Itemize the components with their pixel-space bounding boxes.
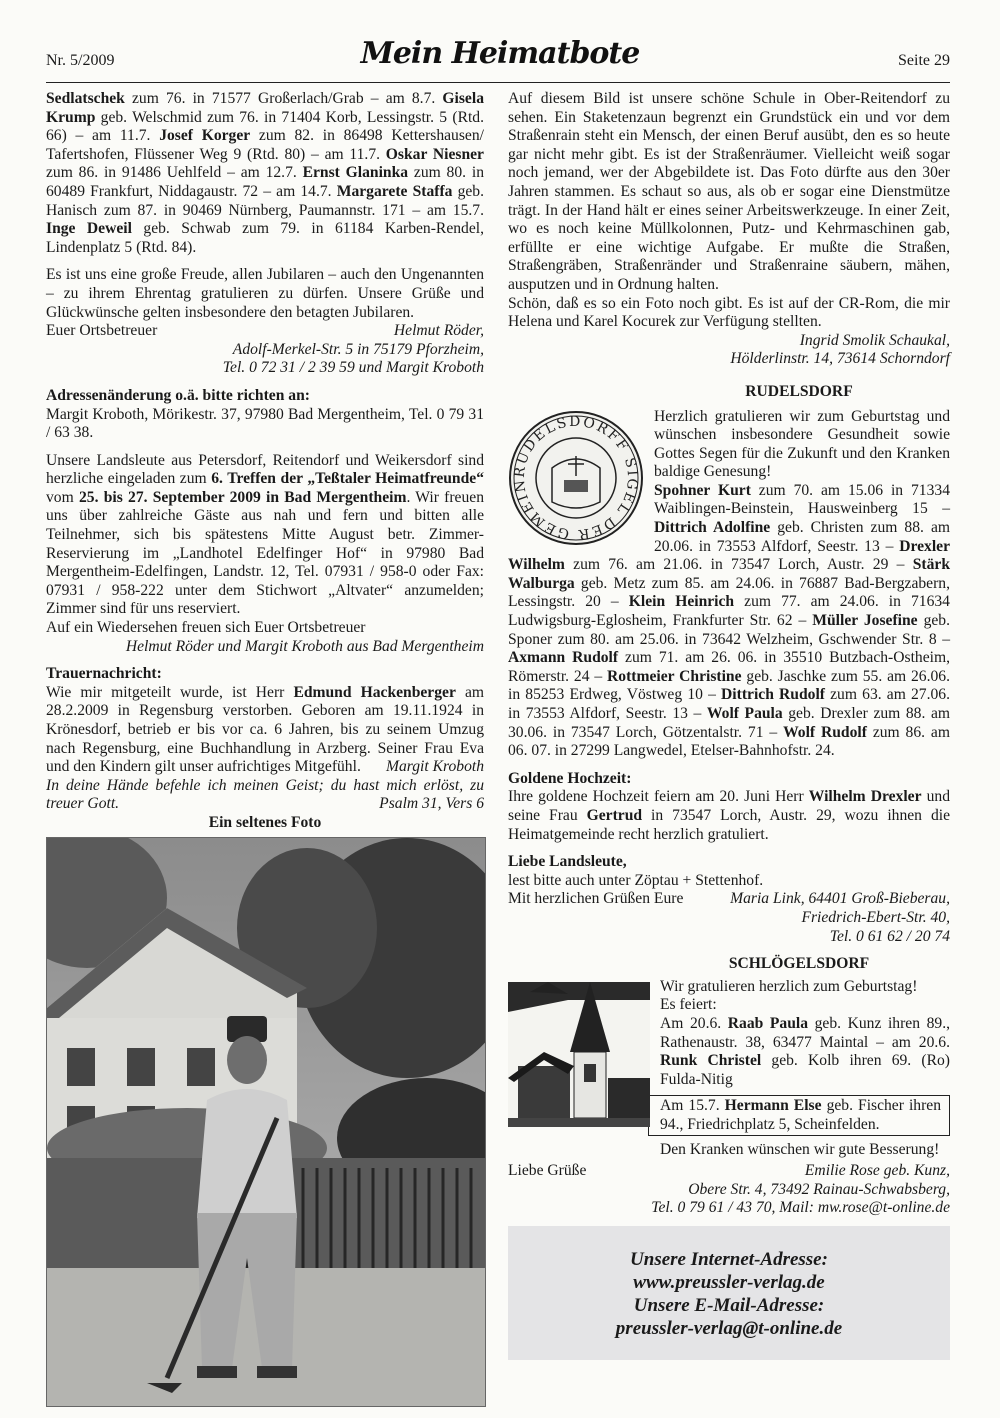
text-segment: geb. Kunz ihren 89., Rathenaustr. 38, 63477 Maintal – am 20.6. [660, 1014, 950, 1051]
text-segment: geb. Jaschke zum 55. am 26.06. in 85253 Erdweg, Vöstweg 10 – [508, 667, 950, 704]
get-well-text: Den Kranken wünschen wir gute Besserung! [660, 1141, 940, 1159]
landsleute-greeting: Mit herzlichen Grüßen Eure [508, 890, 684, 908]
name-highlight: Dittrich Adolfine [654, 519, 771, 537]
text-segment: geb. Sponer zum 80. am 25.06. in 73642 Welzheim, Gschwender Str. 8 – [508, 612, 950, 648]
invitation-closing: Auf ein Wiedersehen freuen sich Euer Ortsbetreuer [46, 619, 366, 637]
name-highlight: Ernst Glaninka [302, 164, 409, 182]
liebe-gruesse: Liebe Grüße [508, 1162, 587, 1180]
rudelsdorf-intro: Herzlich gratulieren wir zum Geburtstag und wünschen insbesondere Gesundheit sowie Gottes Segen für die Zukunft und den Kranken baldige Genesung! [654, 407, 950, 481]
landsleute-sig-phone: Tel. 0 61 62 / 20 74 [829, 927, 950, 945]
ad-email-link[interactable]: preussler-verlag@t-online.de [615, 1317, 843, 1339]
emilie-line [508, 1162, 950, 1181]
joy-paragraph: Es ist uns eine große Freude, allen Jubilaren – auch den Ungenannten – zu ihrem Ehrentag gratulieren zu dürfen. Unsere Grüße und Glückwünsche gelten insbesondere den betagten Jubilaren. [46, 266, 484, 321]
emilie-contact: Tel. 0 79 61 / 43 70, Mail: mw.rose@t-online.de [651, 1199, 950, 1217]
text-segment: geb. Christen zum 88. am 20.06. in 73553 Alfdorf, Seestr. 13 – [654, 519, 951, 555]
text-segment: zum 77. am 24.06. in 71634 Ludwigsburg-Eglosheim, Frankfurter Str. 62 – [508, 593, 950, 630]
landsleute-sig-street: Friedrich-Ebert-Str. 40, [801, 908, 950, 926]
text-segment: geb. Kolb ihren 69. (Ro) Fulda-Nitig [660, 1052, 950, 1088]
page-number: Seite 29 [898, 52, 950, 69]
photo-description-2: Schön, daß es so ein Foto noch gibt. Es ist auf der CR-Rom, die mir Helena und Karel Kocurek zur Verfügung stellten. [508, 294, 950, 331]
text-segment: zum 86. in 91486 Uehlfeld – am 12.7. [46, 164, 303, 182]
address-heading: Adressenänderung o.ä. bitte richten an: [46, 386, 310, 404]
invitation-paragraph [46, 452, 484, 619]
text-segment: und seine Frau [508, 788, 950, 824]
name-highlight: Spohner Kurt [654, 481, 751, 499]
photo-description: Auf diesem Bild ist unsere schöne Schule in Ober-Reitendorf zu sehen. Ein Staketenzaun begrenzt ein Grundstück ein und vor dem Straßenrain steht ein Mensch, der einen Beruf ausübt, den es so heute gar nicht mehr gibt. Es ist der Straßenräumer. Vielleicht weiß sogar noch jemand, wer der Abgebildete ist. Das Foto dürfte aus den 30er Jahren stammen. Es schaut so aus, als ob er sogar eine Dienstmütze trägt. In der Hand hält er eines seiner Arbeitswerkzeuge. In einer Zeit, wo es noch keine Müllkolonnen, Putz- und Kehrmaschinen gab, erfüllte er eine wichtige Aufgabe. Er mußte die Straßen, Straßengräben, Straßenränder und Straßenraine säubern, mähen, ausputzen und in Ordnung halten. [508, 90, 950, 293]
historic-photo [46, 837, 486, 1407]
text-segment: geb. Metz zum 85. am 24.06. in 76887 Bad-Bergzabern, Lessingstr. 20 – [508, 574, 950, 611]
betreuer-phone: Tel. 0 72 31 / 2 39 59 und Margit Kroboth [222, 359, 484, 377]
betreuer-name: Helmut Röder, [393, 322, 484, 340]
name-highlight: Rottmeier Christine [607, 667, 742, 685]
name-highlight: Dittrich Rudolf [721, 686, 825, 704]
psalm-quote [46, 777, 484, 814]
publisher-ad-box [508, 1226, 950, 1360]
ad-internet-label: Unsere Internet-Adresse: [630, 1248, 828, 1270]
address-text: Margit Kroboth, Mörikestr. 37, 97980 Bad Mergentheim, Tel. 0 79 31 / 63 38. [46, 405, 484, 442]
name-highlight: Runk Christel [660, 1052, 762, 1070]
name-highlight: Sedlatschek [46, 90, 125, 107]
name-highlight: Axmann Rudolf [508, 649, 619, 667]
name-highlight: Margarete Staffa [336, 182, 453, 200]
name-highlight: Gertrud [586, 806, 643, 824]
betreuer-label: Euer Ortsbetreuer [46, 322, 158, 340]
name-highlight: Drexler Wilhelm [508, 537, 950, 574]
header-rule [46, 82, 950, 83]
name-highlight: Müller Josefine [812, 612, 918, 630]
seal-inscription: RUDELSDORFF SIGEL DER GEMEIN [511, 413, 641, 542]
invitation-signature: Helmut Röder und Margit Kroboth aus Bad Mergentheim [125, 637, 484, 655]
name-highlight: Josef Korger [159, 127, 251, 145]
text-segment: in 73547 Lorch, Austr. 29, wozu ihnen die Heimatgemeinde recht herzlich gratuliert. [508, 806, 950, 843]
ad-email-label: Unsere E-Mail-Adresse: [633, 1294, 825, 1316]
highlight-box [648, 1095, 950, 1136]
text-segment: geb. Hanisch zum 87. in 90469 Nürnberg, Paumannstr. 171 – am 15.7. [46, 182, 485, 219]
text-segment: zum 70. am 15.06 in 71334 Waiblingen-Beinstein, Hausweinberg 15 – [654, 481, 950, 518]
birthday-list [46, 90, 484, 257]
name-highlight: Edmund Hackenberger [293, 683, 456, 701]
text-segment: zum 82. in 86498 Kettershausen/ Tafertshofen, Flüssener Weg 9 (Rtd. 80) – am 11.7. [46, 127, 484, 163]
obituary-heading: Trauernachricht: [46, 665, 162, 683]
schloegelsdorf-heading: SCHLÖGELSDORF [728, 955, 870, 973]
ad-website-link[interactable]: www.preussler-verlag.de [633, 1271, 825, 1293]
text-segment: Ihre goldene Hochzeit feiern am 20. Juni Herr [508, 788, 809, 806]
name-highlight: Gisela Krump [46, 90, 484, 126]
name-highlight: Hermann Else [724, 1097, 822, 1115]
name-highlight: Wolf Rudolf [783, 723, 867, 741]
text-segment: zum 86. am 06. 07. in 27299 Langwedel, Etelser-Bahnhofstr. 24. [508, 723, 950, 760]
emilie-name: Emilie Rose geb. Kunz, [804, 1162, 950, 1180]
name-highlight: Raab Paula [727, 1014, 809, 1032]
schloegelsdorf-feiert: Es feiert: [660, 996, 717, 1014]
text-segment: zum 80. in 60489 Frankfurt, Niddagaustr. 72 – am 14.7. [46, 164, 485, 200]
obituary-signature: Margit Kroboth [385, 758, 484, 776]
golden-wedding-heading: Goldene Hochzeit: [508, 769, 632, 787]
rudelsdorf-heading: RUDELSDORF [745, 382, 853, 400]
photo-author: Ingrid Smolik Schaukal, [799, 331, 950, 349]
text-segment: . Wir freuen uns über zahlreiche Gäste aus nah und fern und bitten alle Teilnehmer, sich bis spätestens Mitte August betr. Zimmer-Reservierung im „Landhotel Edelfinger Hof“ in 97980 Bad Mergentheim-Edelfingen, Landstr. 12, Tel. 07931 / 958-0 oder Fax: 07931 / 958-222 unter dem Stichwort „Altvater“ anzumelden; Zimmer sind für uns reserviert. [46, 488, 484, 618]
name-highlight: Oskar Niesner [385, 145, 484, 163]
rudelsdorf-seal-icon [508, 410, 644, 546]
text-segment: zum 63. am 27.06. in 73553 Alfdorf, Seestr. 13 – [508, 686, 950, 722]
text-segment: zum 76. in 71577 Großerlach/Grab – am 8.7. [124, 90, 443, 107]
photo-author-address: Hölderlinstr. 14, 73614 Schorndorf [730, 350, 950, 368]
text-segment: Unsere Landsleute aus Petersdorf, Reitendorf und Weikersdorf sind herzliche eingeladen zum [46, 451, 484, 488]
landsleute-sig-name: Maria Link, 64401 Groß-Bieberau, [730, 890, 950, 908]
landsleute-greeting-line [508, 890, 950, 909]
masthead-title: Mein Heimatbote [360, 36, 640, 71]
schloegelsdorf-intro: Wir gratulieren herzlich zum Geburtstag! [660, 977, 918, 995]
name-highlight: Wolf Paula [706, 705, 783, 722]
text-segment: am 28.2.2009 in Regensburg verstorben. Geboren am 19.11.1924 in Krönesdorf, betrieb er bis vor ca. 6 Jahren, bis zu seinem Umzug nach Regensburg, eine Buchhandlung in Arzberg. Seiner Frau Eva und den Kindern gilt unser aufrichtiges Mitgefühl. [46, 683, 485, 776]
issue-number: Nr. 5/2009 [46, 52, 115, 69]
betreuer-line [46, 322, 484, 341]
left-column [46, 90, 484, 1407]
text-segment: zum 71. am 26. 06. in 35510 Butzbach-Ostheim, Römerstr. 24 – [508, 649, 950, 685]
psalm-reference: Psalm 31, Vers 6 [379, 795, 484, 813]
landsleute-heading: Liebe Landsleute, [508, 853, 627, 871]
name-highlight: 6. Treffen der „Teßtaler Heimatfreunde“ [211, 470, 484, 488]
obituary-text [46, 684, 484, 777]
name-highlight: Stärk Walburga [508, 556, 950, 592]
psalm-text: In deine Hände befehle ich meinen Geist; du hast mich erlöst, zu treuer Gott. [46, 776, 484, 813]
text-segment: geb. Welschmid zum 76. in 71404 Korb, Lessingstr. 5 (Rtd. 66) – am 11.7. [46, 108, 484, 145]
name-highlight: Wilhelm Drexler [808, 788, 922, 806]
name-highlight: Klein Heinrich [628, 593, 735, 611]
right-column [508, 90, 950, 1360]
text-segment: zum 76. am 21.06. in 73547 Lorch, Austr. 29 – [564, 556, 913, 574]
golden-wedding-text [508, 788, 950, 844]
name-highlight: Inge Deweil [46, 220, 132, 238]
text-segment: Wie mir mitgeteilt wurde, ist Herr [46, 683, 294, 701]
text-segment: Am 15.7. [660, 1097, 725, 1115]
church-icon [508, 982, 650, 1127]
landsleute-text: lest bitte auch unter Zöptau + Stettenhof. [508, 871, 764, 889]
name-highlight: 25. bis 27. September 2009 in Bad Mergentheim [78, 488, 407, 506]
betreuer-address: Adolf-Merkel-Str. 5 in 75179 Pforzheim, [232, 340, 484, 358]
text-segment: Am 20.6. [660, 1014, 728, 1032]
text-segment: geb. Fischer ihren 94., Friedrichplatz 5, Scheinfelden. [660, 1097, 941, 1133]
text-segment: geb. Drexler zum 88. am 30.06. in 73547 Lorch, Götzentalstr. 71 – [508, 705, 950, 741]
photo-title: Ein seltenes Foto [208, 813, 322, 831]
emilie-address: Obere Str. 4, 73492 Rainau-Schwabsberg, [688, 1180, 950, 1198]
text-segment: geb. Schwab zum 79. in 61184 Karben-Rendel, Lindenplatz 5 (Rtd. 84). [46, 220, 484, 256]
photo-road-sweeper-image [47, 838, 485, 1406]
text-segment: vom [46, 488, 79, 506]
